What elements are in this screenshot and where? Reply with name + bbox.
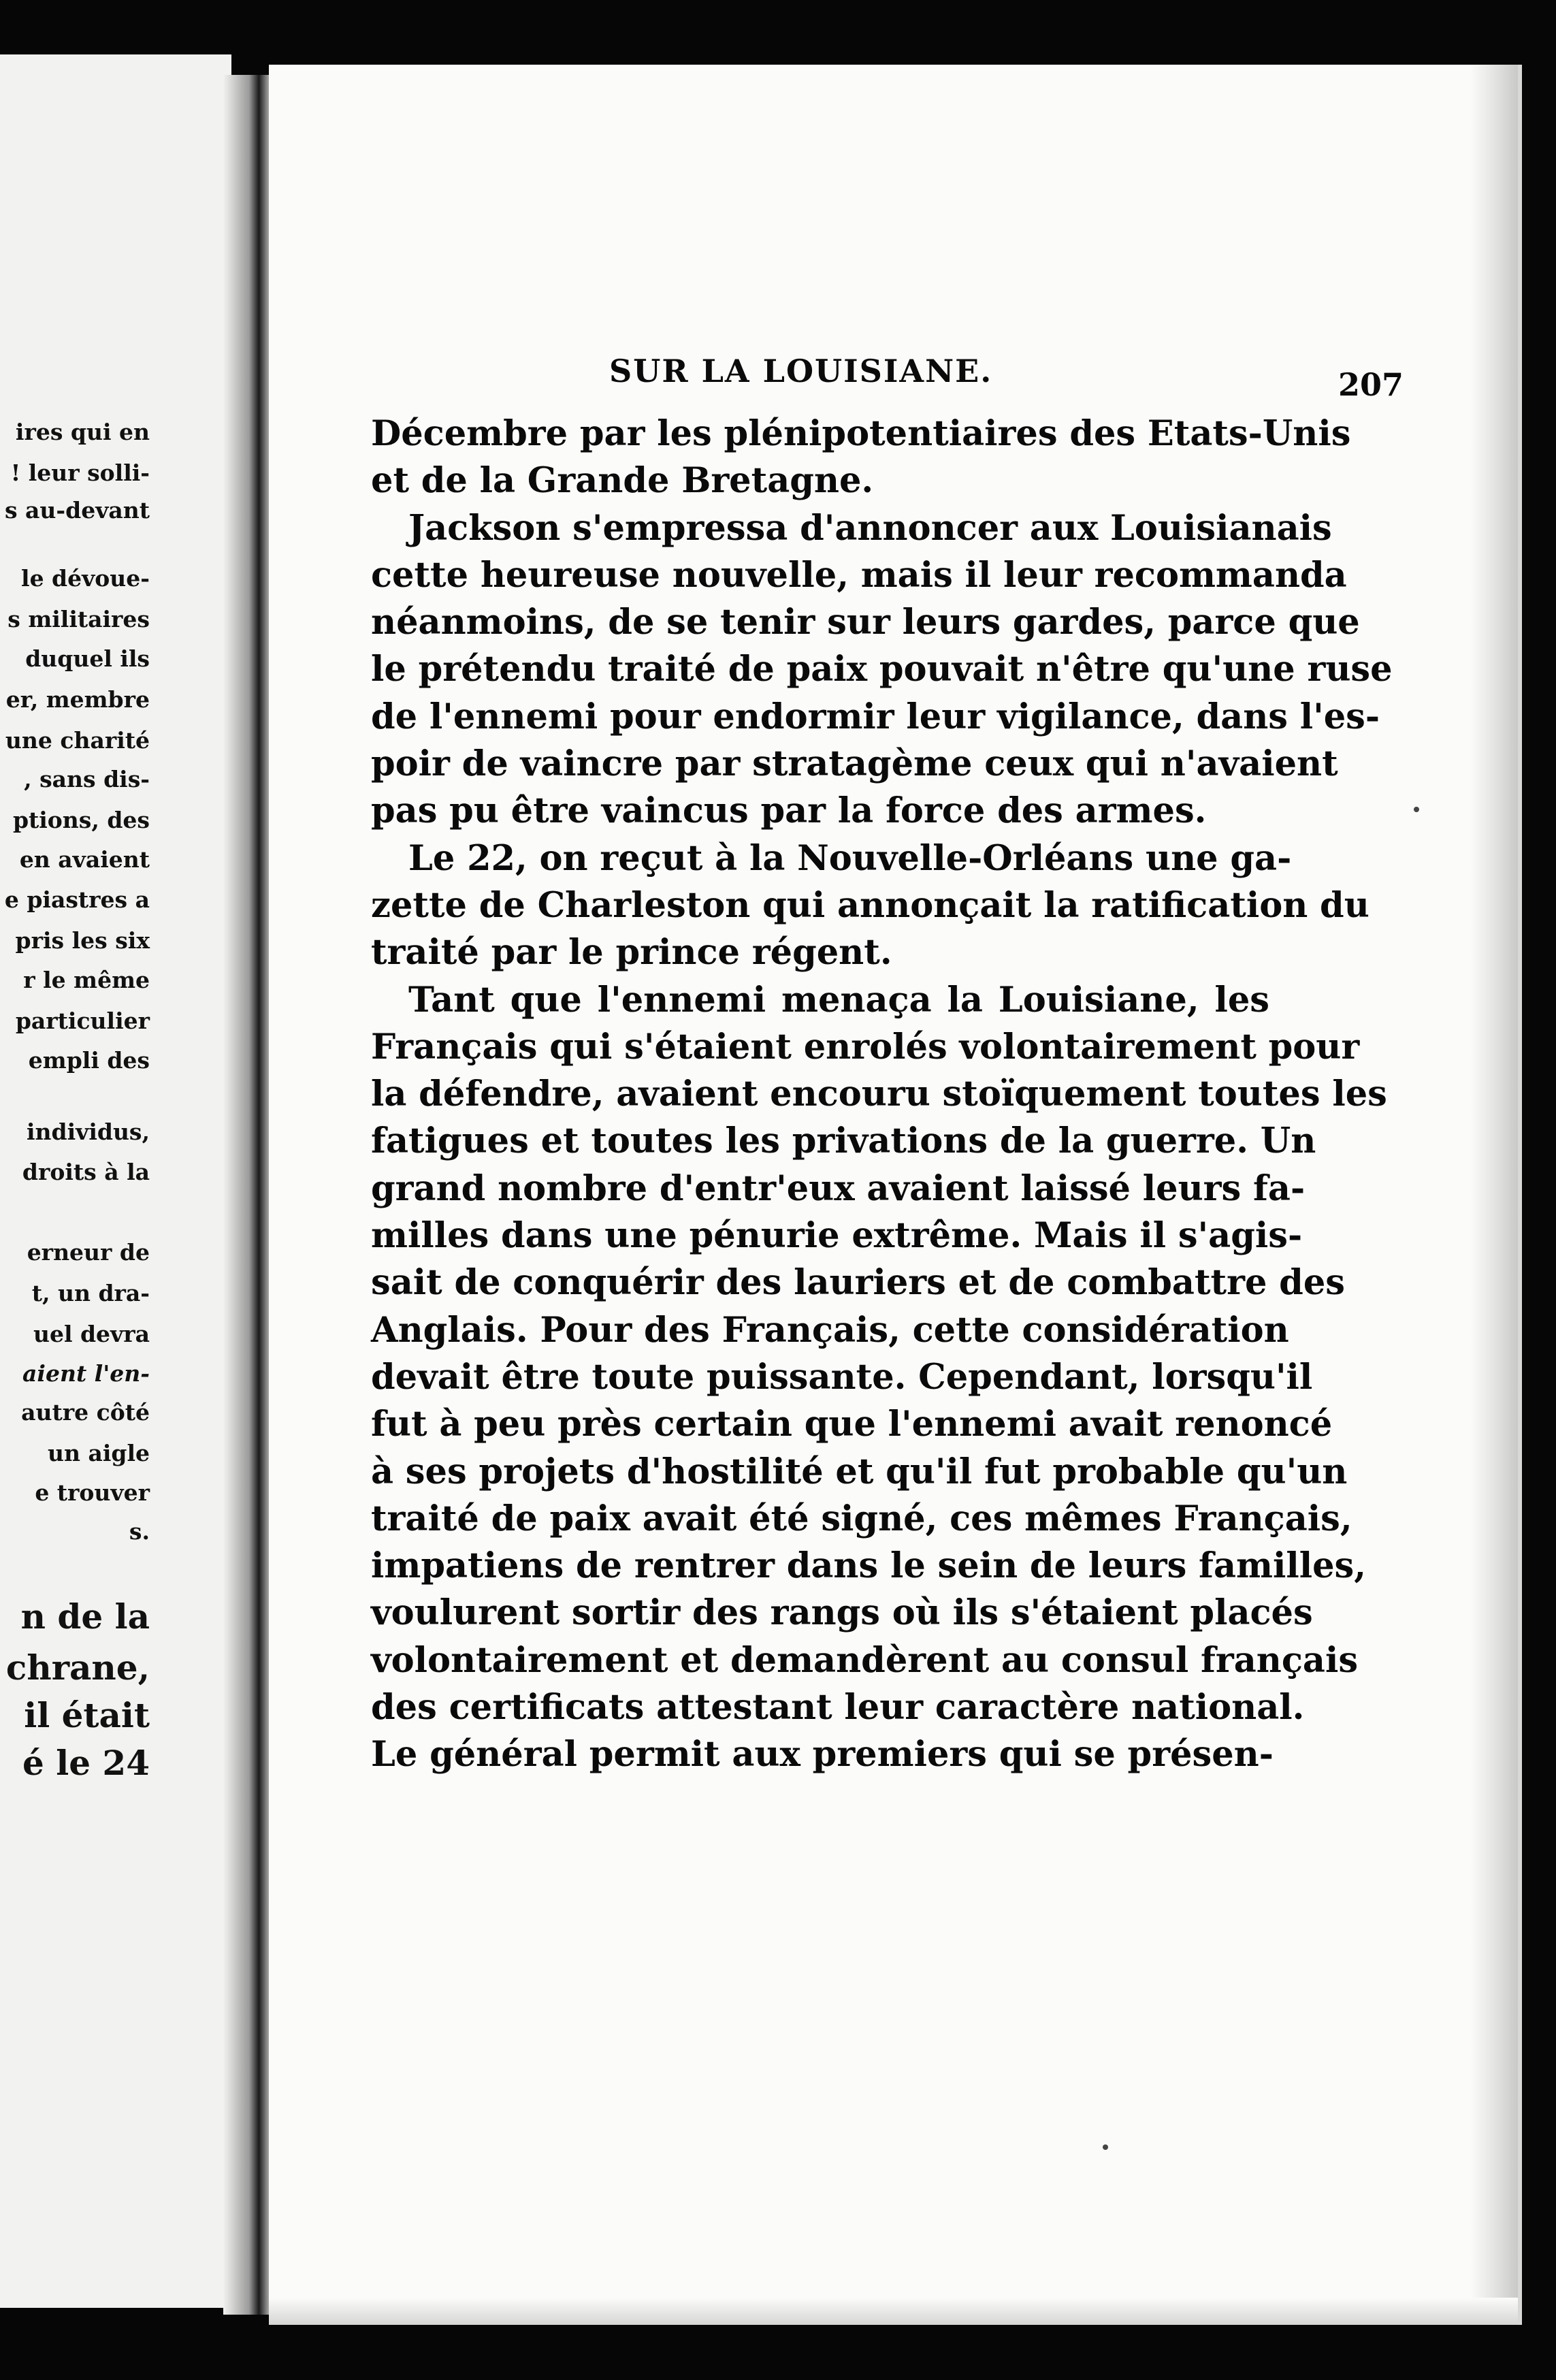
page-207 — [269, 65, 1522, 2325]
text-line: milles dans une pénurie extrême. Mais il s'agis- — [371, 1215, 1303, 1257]
text-line: Décembre par les plénipotentiaires des Etats-Unis — [371, 413, 1351, 454]
text-line: pas pu être vaincus par la force des armes. — [371, 790, 1207, 832]
left-page-line: erneur de — [27, 1239, 150, 1266]
left-page-line: s. — [129, 1518, 150, 1545]
left-page-line: t, un dra- — [31, 1280, 150, 1306]
left-page-line: chrane, — [5, 1647, 150, 1688]
left-page-line: aient l'en- — [22, 1360, 150, 1387]
left-page-line: le dévoue- — [21, 565, 150, 592]
page-number: 207 — [1338, 366, 1404, 403]
left-page-line: ptions, des — [12, 807, 150, 833]
left-page-line: er, membre — [5, 686, 150, 713]
text-line: et de la Grande Bretagne. — [371, 460, 874, 502]
left-page-line: en avaient — [19, 846, 150, 873]
text-line: la défendre, avaient encouru stoïquement toutes les — [371, 1074, 1387, 1115]
text-line: zette de Charleston qui annonçait la ratification du — [371, 884, 1369, 926]
left-page-line: ires qui en — [15, 419, 150, 445]
text-line: le prétendu traité de paix pouvait n'être qu'une ruse — [371, 649, 1393, 690]
text-line: cette heureuse nouvelle, mais il leur recommanda — [371, 554, 1347, 596]
left-page-line: n de la — [20, 1596, 150, 1637]
left-page-line: ! leur solli- — [10, 460, 150, 486]
paper-speck — [1414, 807, 1419, 812]
text-line: devait être toute puissante. Cependant, lorsqu'il — [371, 1356, 1313, 1398]
paper-speck — [1103, 2144, 1108, 2150]
text-line: traité de paix avait été signé, ces mêmes Français, — [371, 1498, 1352, 1539]
left-page-line: duquel ils — [25, 645, 150, 672]
left-page-line: é le 24 — [22, 1743, 150, 1783]
page-bottom-edge — [269, 2298, 1518, 2325]
text-line: Le 22, on reçut à la Nouvelle-Orléans une ga- — [408, 837, 1292, 879]
text-line: fut à peu près certain que l'ennemi avait renoncé — [371, 1404, 1333, 1445]
text-line: Le général permit aux premiers qui se présen- — [371, 1734, 1274, 1775]
left-page-line: e piastres a — [4, 886, 150, 913]
left-page-line: , sans dis- — [24, 766, 150, 792]
text-line: Tant que l'ennemi menaça la Louisiane, les — [408, 979, 1269, 1020]
text-line: sait de conquérir des lauriers et de combattre des — [371, 1262, 1345, 1304]
text-line: Jackson s'empressa d'annoncer aux Louisianais — [408, 507, 1332, 549]
text-line: Français qui s'étaient enrolés volontairement pour — [371, 1026, 1360, 1067]
text-line: des certificats attestant leur caractère national. — [371, 1687, 1305, 1728]
left-page-line: il était — [24, 1695, 150, 1735]
text-line: volontairement et demandèrent au consul français — [371, 1639, 1359, 1681]
text-line: voulurent sortir des rangs où ils s'étaient placés — [371, 1592, 1313, 1634]
left-page-line: empli des — [28, 1047, 150, 1074]
text-line: de l'ennemi pour endormir leur vigilance, dans l'es- — [371, 696, 1380, 737]
left-page-line: une charité — [5, 727, 150, 754]
left-page-line: uel devra — [33, 1321, 150, 1347]
text-line: fatigues et toutes les privations de la guerre. Un — [371, 1121, 1316, 1162]
left-page-line: s au-devant — [4, 497, 150, 524]
previous-page-fragment — [0, 54, 231, 2308]
left-page-line: droits à la — [22, 1159, 150, 1185]
left-page-line: s militaires — [7, 606, 150, 632]
text-line: Anglais. Pour des Français, cette considération — [371, 1309, 1289, 1351]
left-page-line: autre côté — [21, 1399, 150, 1426]
text-line: grand nombre d'entr'eux avaient laissé leurs fa- — [371, 1168, 1306, 1209]
left-page-line: individus, — [27, 1119, 150, 1145]
text-line: poir de vaincre par stratagème ceux qui n'avaient — [371, 743, 1338, 785]
left-page-line: particulier — [15, 1008, 150, 1034]
left-page-line: r le même — [23, 967, 150, 993]
body-text — [371, 411, 1393, 1779]
text-line: néanmoins, de se tenir sur leurs gardes, parce que — [371, 602, 1360, 643]
left-page-line: un aigle — [48, 1440, 150, 1466]
left-page-line: pris les six — [15, 927, 150, 954]
page-edge-shadow — [1470, 65, 1518, 2325]
running-head: SUR LA LOUISIANE. — [609, 353, 993, 389]
text-line: traité par le prince régent. — [371, 932, 892, 974]
text-line: à ses projets d'hostilité et qu'il fut probable qu'un — [371, 1451, 1348, 1492]
left-page-line: e trouver — [35, 1479, 150, 1506]
text-line: impatiens de rentrer dans le sein de leurs familles, — [371, 1545, 1367, 1587]
